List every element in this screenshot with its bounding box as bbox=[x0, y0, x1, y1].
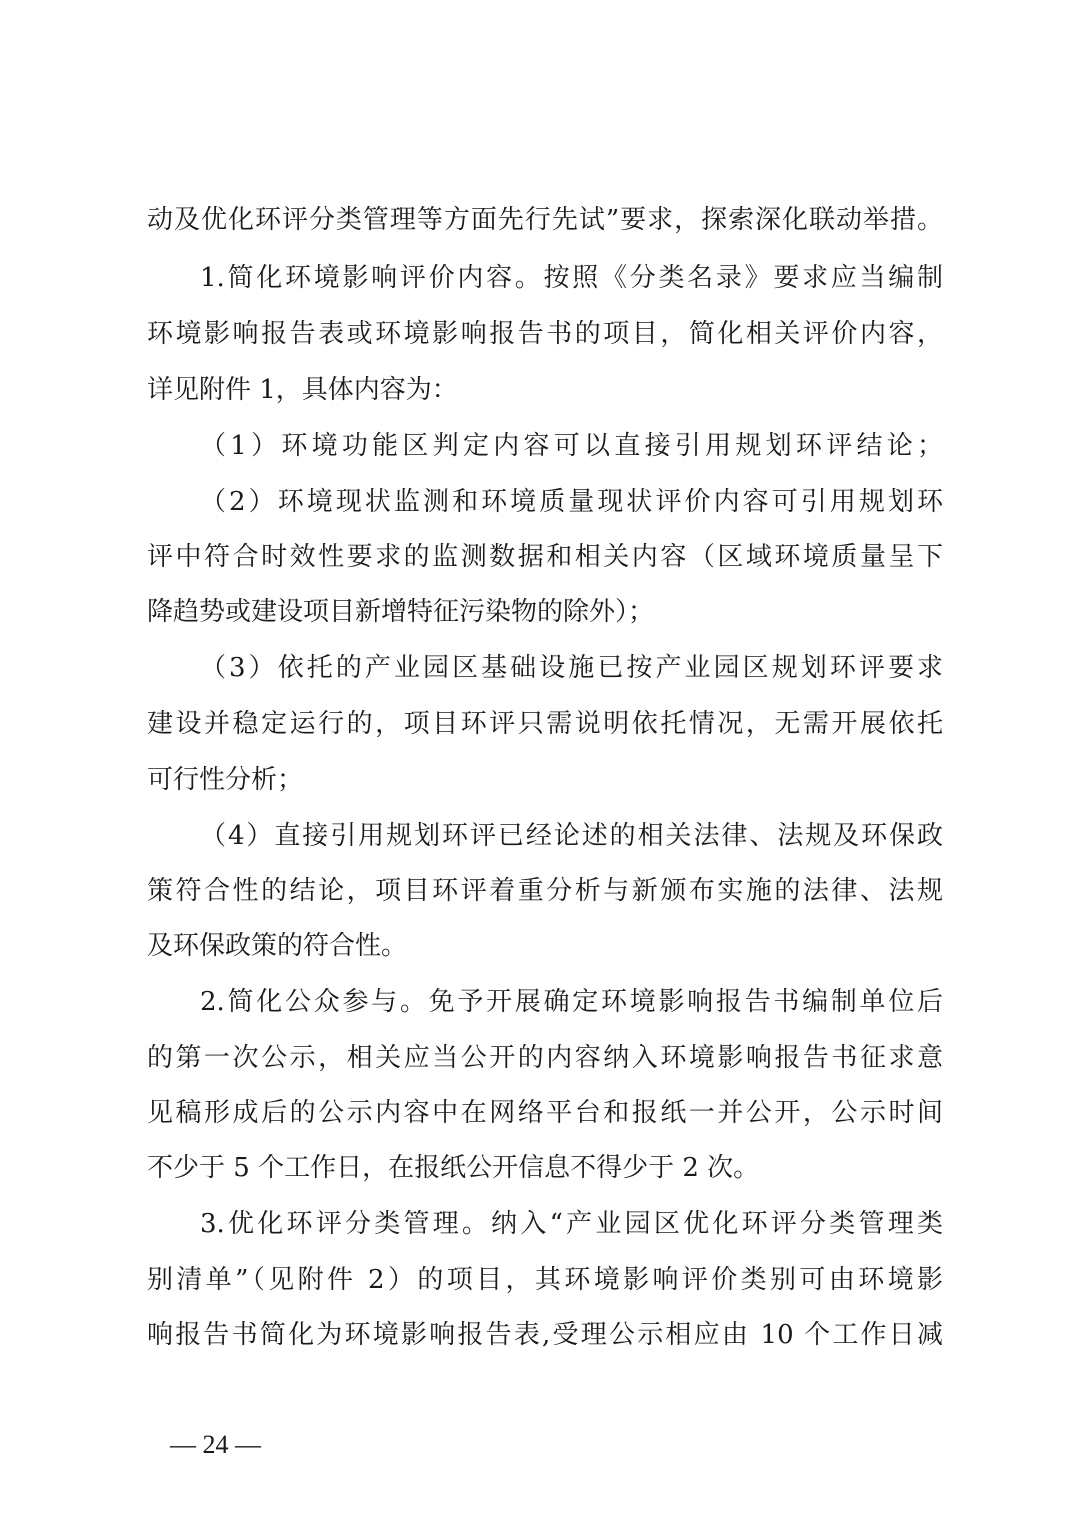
body-text-line: 建设并稳定运行的，项目环评只需说明依托情况，无需开展依托 bbox=[147, 709, 943, 739]
list-item-line: （2）环境现状监测和环境质量现状评价内容可引用规划环 bbox=[200, 487, 943, 517]
section-heading-line: 1.简化环境影响评价内容。按照《分类名录》要求应当编制 bbox=[200, 263, 943, 293]
body-text-line: 及环保政策的符合性。 bbox=[147, 931, 408, 961]
body-text-line: 降趋势或建设项目新增特征污染物的除外）； bbox=[147, 597, 655, 627]
body-text-line: 别清单”（见附件 2）的项目，其环境影响评价类别可由环境影 bbox=[147, 1265, 943, 1295]
body-text-line: 动及优化环评分类管理等方面先行先试”要求，探索深化联动举措。 bbox=[147, 205, 943, 235]
body-text-line: 的第一次公示，相关应当公开的内容纳入环境影响报告书征求意 bbox=[147, 1043, 943, 1073]
body-text-line: 环境影响报告表或环境影响报告书的项目，简化相关评价内容， bbox=[147, 319, 943, 349]
section-heading-line: 2.简化公众参与。免予开展确定环境影响报告书编制单位后 bbox=[200, 987, 943, 1017]
body-text-line: 响报告书简化为环境影响报告表,受理公示相应由 10 个工作日减 bbox=[147, 1320, 943, 1350]
list-item-line: （1）环境功能区判定内容可以直接引用规划环评结论； bbox=[200, 431, 943, 461]
body-text-line: 策符合性的结论，项目环评着重分析与新颁布实施的法律、法规 bbox=[147, 876, 943, 906]
list-item-line: （4）直接引用规划环评已经论述的相关法律、法规及环保政 bbox=[200, 821, 943, 851]
body-text-line: 见稿形成后的公示内容中在网络平台和报纸一并公开，公示时间 bbox=[147, 1098, 943, 1128]
body-text-line: 可行性分析； bbox=[147, 765, 304, 795]
section-heading-line: 3.优化环评分类管理。纳入“产业园区优化环评分类管理类 bbox=[200, 1209, 943, 1239]
body-text-line: 不少于 5 个工作日，在报纸公开信息不得少于 2 次。 bbox=[147, 1153, 760, 1183]
list-item-line: （3）依托的产业园区基础设施已按产业园区规划环评要求 bbox=[200, 653, 943, 683]
body-text-line: 详见附件 1，具体内容为： bbox=[147, 375, 458, 405]
page-number: — 24 — bbox=[170, 1430, 261, 1459]
body-text-line: 评中符合时效性要求的监测数据和相关内容（区域环境质量呈下 bbox=[147, 542, 943, 572]
